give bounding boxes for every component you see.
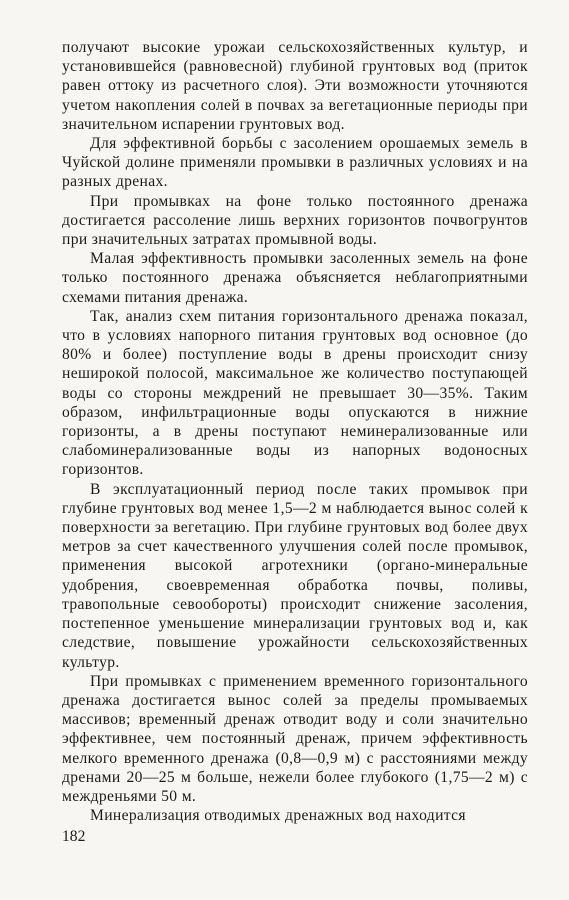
paragraph-3: При промывках на фоне только постоянного дренажа достигается рассоление лишь верхних горизонтов почвогрунтов при значительных затратах промывной воды. [62, 192, 528, 249]
paragraph-7: При промывках с применением временного горизонтального дренажа достигается вынос солей за пределы промываемых массивов; временный дренаж отводит воду и соли значительно эффективнее, чем постоянный дренаж, причем эффективность мелкого временного дренажа (0,8—0,9 м) с расстояниями между дренами 20—25 м больше, нежели более глубокого (1,75—2 м) с междреньями 50 м. [62, 672, 528, 805]
paragraph-6: В эксплуатационный период после таких промывок при глубине грунтовых вод менее 1,5—2 м наблюдается вынос солей к поверхности за вегетацию. При глубине грунтовых вод более двух метров за счет качественного улучшения солей после промывок, применения высокой агротехники (органо-минеральные удобрения, своевременная обработка почвы, поливы, травопольные севообороты) происходит снижение засоления, постепенное уменьшение минерализации грунтовых вод и, как следствие, повышение урожайности сельскохозяйственных культур. [62, 480, 528, 671]
paragraph-5: Так, анализ схем питания горизонтального дренажа показал, что в условиях напорного питания грунтовых вод основное (до 80% и более) поступление воды в дрены происходит снизу неширокой полосой, максимальное же количество поступающей воды со стороны междрений не превышает 30—35%. Таким образом, инфильтрационные воды опускаются в нижние горизонты, а в дрены поступают неминерализованные или слабоминерализованные воды из напорных водоносных горизонтов. [62, 307, 528, 479]
paragraph-8: Минерализация отводимых дренажных вод находится [90, 807, 466, 825]
page-body [62, 38, 528, 825]
paragraph-4: Малая эффективность промывки засоленных земель на фоне только постоянного дренажа объясняется неблагоприятными схемами питания дренажа. [62, 250, 528, 306]
paragraph-2: Для эффективной борьбы с засолением орошаемых земель в Чуйской долине применяли промывки в различных условиях и на разных дренах. [62, 135, 528, 191]
page-number: 182 [62, 828, 86, 845]
paragraph-1: получают высокие урожаи сельскохозяйственных культур, и установившейся (равновесной) глубиной грунтовых вод (приток равен оттоку из расчетного слоя). Эти возможности уточняются учетом накопления солей в почвах за вегетационные периоды при значительном испарении грунтовых вод. [62, 39, 528, 133]
